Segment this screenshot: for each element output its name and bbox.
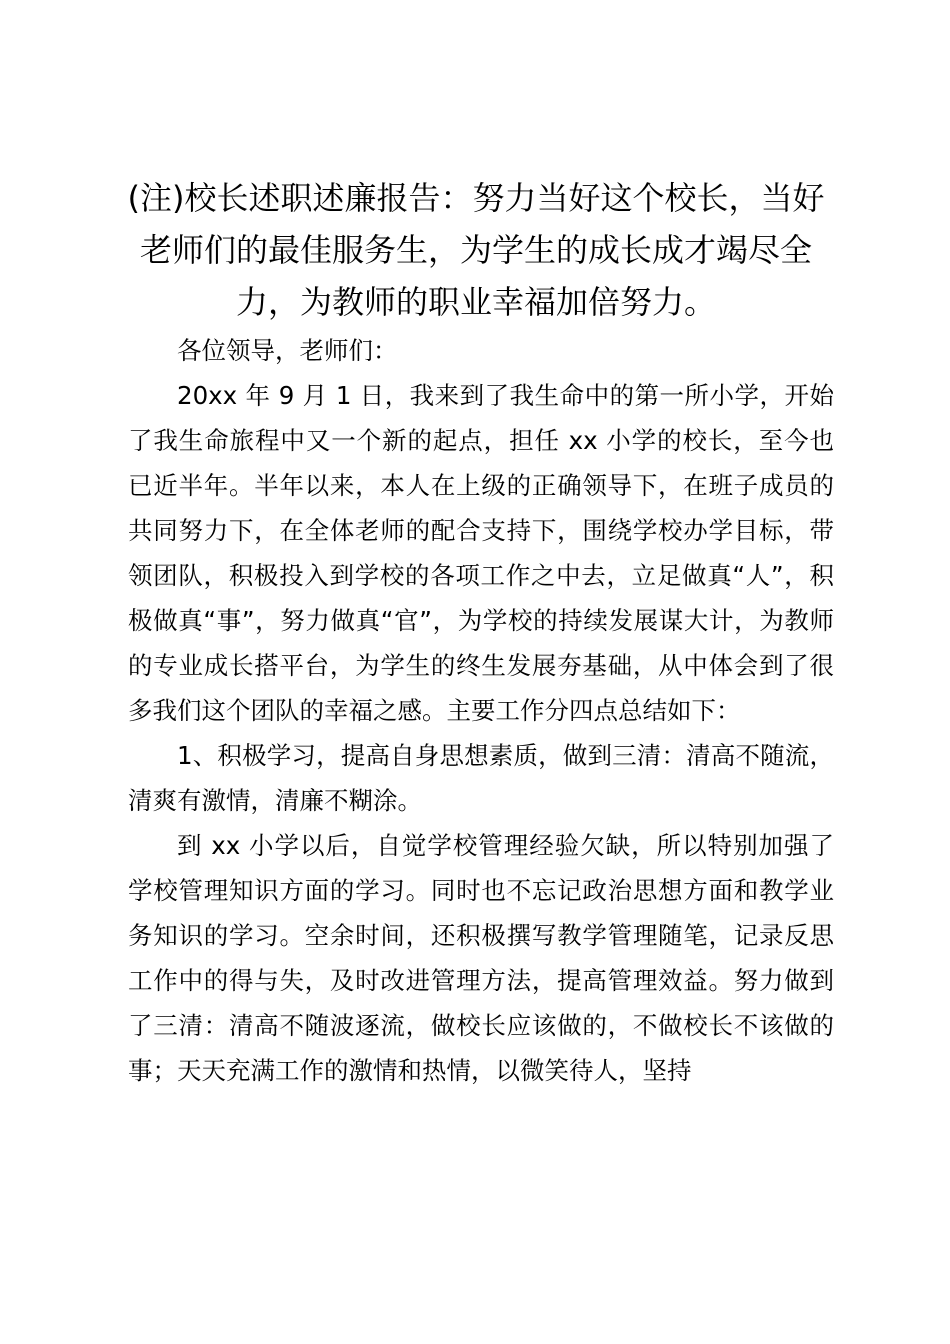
- document-body: [128, 328, 834, 1093]
- intro-paragraph: 20xx 年 9 月 1 日，我来到了我生命中的第一所小学，开始了我生命旅程中又一个新的起点，担任 xx 小学的校长，至今也已近半年。半年以来，本人在上级的正确领导下，在班子成员的共同努力下，在全体老师的配合支持下，围绕学校办学目标，带领团队，积极投入到学校的各项工作之中去，立足做真“人”，积极做真“事”，努力做真“官”，为学校的持续发展谋大计，为教师的专业成长搭平台，为学生的终生发展夯基础，从中体会到了很多我们这个团队的幸福之感。主要工作分四点总结如下：: [128, 381, 834, 725]
- document-title: (注)校长述职述廉报告：努力当好这个校长，当好老师们的最佳服务生，为学生的成长成才竭尽全力，为教师的职业幸福加倍努力。: [127, 179, 825, 321]
- section-heading-paragraph: 1、积极学习，提高自身思想素质，做到三清：清高不随流，清爽有激情，清廉不糊涂。: [128, 741, 834, 815]
- salutation-paragraph: 各位领导，老师们：: [177, 336, 398, 365]
- section-body-paragraph: 到 xx 小学以后，自觉学校管理经验欠缺，所以特别加强了学校管理知识方面的学习。同时也不忘记政治思想方面和教学业务知识的学习。空余时间，还积极撰写教学管理随笔，记录反思工作中的得与失，及时改进管理方法，提高管理效益。努力做到了三清：清高不随波逐流，做校长应该做的，不做校长不该做的事；天天充满工作的激情和热情，以微笑待人，坚持: [128, 831, 834, 1085]
